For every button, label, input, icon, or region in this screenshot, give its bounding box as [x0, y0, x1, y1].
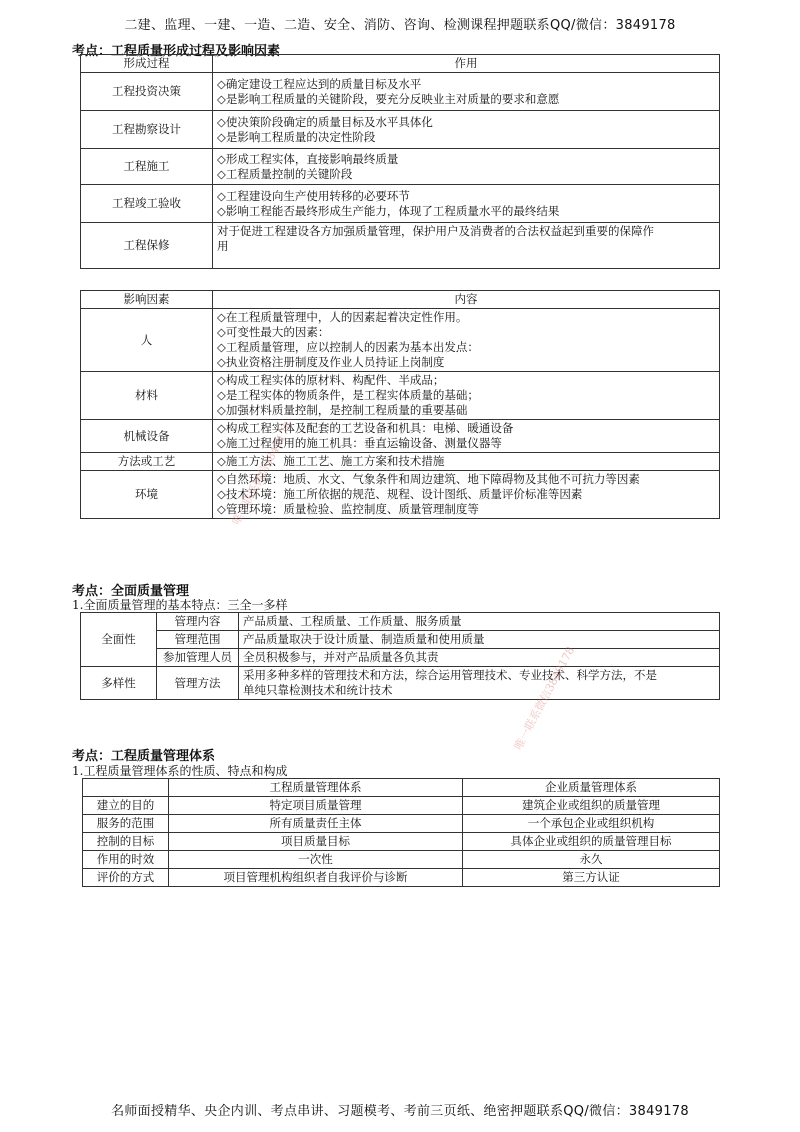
content-cell: 产品质量、工程质量、工作质量、服务质量	[239, 613, 720, 631]
formation-process-table	[80, 54, 720, 269]
content-line: ◇自然环境：地质、水文、气象条件和周边建筑、地下障碍物及其他不可抗力等因素	[217, 472, 640, 486]
effect-line: 对于促进工程建设各方加强质量管理，保护用户及消费者的合法权益起到重要的保障作	[217, 224, 654, 238]
content-cell	[213, 453, 720, 471]
table-row	[81, 453, 720, 471]
watermark: 唯一联系微信3849178	[511, 644, 578, 753]
watermark: 唯一联系微信3849178	[229, 419, 296, 528]
effect-line: ◇是影响工程质量的关键阶段，要充分反映业主对质量的要求和意愿	[217, 91, 560, 106]
effect-cell	[213, 111, 720, 149]
table-row	[83, 815, 720, 833]
table-row	[83, 833, 720, 851]
value-cell: 所有质量责任主体	[169, 815, 463, 833]
section2-subtitle: 1.全面质量管理的基本特点：三全一多样	[72, 598, 288, 612]
section3-subtitle: 1.工程质量管理体系的性质、特点和构成	[72, 764, 288, 778]
content-line: ◇执业资格注册制度及作业人员持证上岗制度	[217, 355, 445, 369]
value-cell: 一个承包企业或组织机构	[463, 815, 720, 833]
column-header: 作用	[213, 55, 720, 73]
content-cell: 产品质量取决于设计质量、制造质量和使用质量	[239, 631, 720, 649]
table-row	[81, 372, 720, 420]
table-row	[81, 73, 720, 111]
content-line: 单纯只靠检测技术和统计技术	[243, 683, 393, 697]
table-row	[81, 613, 720, 631]
factor-cell: 机械设备	[81, 420, 213, 453]
table-row	[81, 149, 720, 185]
effect-line: ◇是影响工程质量的决定性阶段	[217, 129, 376, 144]
item-cell: 管理方法	[157, 667, 239, 700]
stage-cell: 工程竣工验收	[81, 185, 213, 223]
column-header	[83, 779, 169, 797]
column-header: 内容	[213, 291, 720, 309]
value-cell: 具体企业或组织的质量管理目标	[463, 833, 720, 851]
effect-cell	[213, 73, 720, 111]
table-row	[81, 631, 720, 649]
row-label-cell: 评价的方式	[83, 869, 169, 887]
quality-system-table	[82, 778, 720, 887]
effect-line: ◇工程质量控制的关键阶段	[217, 166, 353, 181]
factor-cell: 人	[81, 309, 213, 372]
stage-cell: 工程勘察设计	[81, 111, 213, 149]
effect-line: ◇影响工程能否最终形成生产能力，体现了工程质量水平的最终结果	[217, 203, 560, 218]
table-header-row	[81, 55, 720, 73]
group-cell: 全面性	[81, 613, 157, 667]
table-row	[81, 471, 720, 519]
content-cell	[213, 471, 720, 519]
effect-line: ◇工程建设向生产使用转移的必要环节	[217, 188, 410, 203]
table-row	[83, 869, 720, 887]
table-header-row	[81, 291, 720, 309]
row-label-cell: 控制的目标	[83, 833, 169, 851]
table-row	[81, 223, 720, 269]
content-line: ◇技术环境：施工所依据的规范、规程、设计图纸、质量评价标准等因素	[217, 487, 583, 501]
table-row	[81, 667, 720, 700]
column-header: 企业质量管理体系	[463, 779, 720, 797]
content-line: ◇加强材料质量控制，是控制工程质量的重要基础	[217, 403, 468, 417]
stage-cell: 工程施工	[81, 149, 213, 185]
table-row	[81, 185, 720, 223]
table-row	[83, 851, 720, 869]
content-line: ◇施工过程使用的施工机具：垂直运输设备、测量仪器等	[217, 436, 502, 450]
factor-cell: 方法或工艺	[81, 453, 213, 471]
factor-cell: 材料	[81, 372, 213, 420]
effect-cell	[213, 223, 720, 269]
row-label-cell: 作用的时效	[83, 851, 169, 869]
table-header-row	[83, 779, 720, 797]
effect-line: ◇形成工程实体，直接影响最终质量	[217, 151, 399, 166]
page-header: 二建、监理、一建、一造、二造、安全、消防、咨询、检测课程押题联系QQ/微信：3849178	[124, 18, 676, 33]
content-line: 采用多种多样的管理技术和方法，综合运用管理技术、专业技术、科学方法，不是	[243, 668, 657, 682]
row-label-cell: 建立的目的	[83, 797, 169, 815]
section1-title: 考点：工程质量形成过程及影响因素	[72, 44, 281, 59]
table-row	[83, 797, 720, 815]
value-cell: 建筑企业或组织的质量管理	[463, 797, 720, 815]
effect-line: ◇使决策阶段确定的质量目标及水平具体化	[217, 114, 433, 129]
value-cell: 项目管理机构组织者自我评价与诊断	[169, 869, 463, 887]
column-header: 影响因素	[81, 291, 213, 309]
value-cell: 特定项目质量管理	[169, 797, 463, 815]
effect-cell	[213, 185, 720, 223]
table-row	[81, 649, 720, 667]
content-line: ◇管理环境：质量检验、监控制度、质量管理制度等	[217, 502, 479, 516]
content-line: ◇是工程实体的物质条件，是工程实体质量的基础；	[217, 388, 479, 402]
content-cell	[239, 667, 720, 700]
influence-factors-table	[80, 290, 720, 519]
column-header: 形成过程	[81, 55, 213, 73]
content-line: ◇可变性最大的因素：	[217, 325, 330, 339]
value-cell: 永久	[463, 851, 720, 869]
effect-line: 用	[217, 239, 229, 253]
stage-cell: 工程保修	[81, 223, 213, 269]
content-line: ◇在工程质量管理中，人的因素起着决定性作用。	[217, 310, 468, 324]
table-row	[81, 309, 720, 372]
item-cell: 参加管理人员	[157, 649, 239, 667]
item-cell: 管理范围	[157, 631, 239, 649]
content-line: ◇工程质量管理，应以控制人的因素为基本出发点：	[217, 340, 479, 354]
value-cell: 一次性	[169, 851, 463, 869]
content-cell: 全员积极参与，并对产品质量各负其责	[239, 649, 720, 667]
content-line: ◇构成工程实体的原材料、构配件、半成品；	[217, 373, 445, 387]
table-row	[81, 111, 720, 149]
content-line: ◇构成工程实体及配套的工艺设备和机具：电梯、暖通设备	[217, 421, 514, 435]
content-cell	[213, 309, 720, 372]
group-cell: 多样性	[81, 667, 157, 700]
effect-cell	[213, 149, 720, 185]
stage-cell: 工程投资决策	[81, 73, 213, 111]
value-cell: 项目质量目标	[169, 833, 463, 851]
value-cell: 第三方认证	[463, 869, 720, 887]
section2-title: 考点：全面质量管理	[72, 584, 190, 599]
factor-cell: 环境	[81, 471, 213, 519]
content-cell	[213, 372, 720, 420]
item-cell: 管理内容	[157, 613, 239, 631]
section3-title: 考点：工程质量管理体系	[72, 749, 216, 764]
effect-line: ◇确定建设工程应达到的质量目标及水平	[217, 76, 422, 91]
content-line: ◇施工方法、施工工艺、施工方案和技术措施	[217, 454, 445, 468]
tqm-features-table	[80, 612, 720, 700]
column-header: 工程质量管理体系	[169, 779, 463, 797]
page-footer: 名师面授精华、央企内训、考点串讲、习题模考、考前三页纸、绝密押题联系QQ/微信：3849178	[111, 1104, 689, 1119]
row-label-cell: 服务的范围	[83, 815, 169, 833]
table-row	[81, 420, 720, 453]
